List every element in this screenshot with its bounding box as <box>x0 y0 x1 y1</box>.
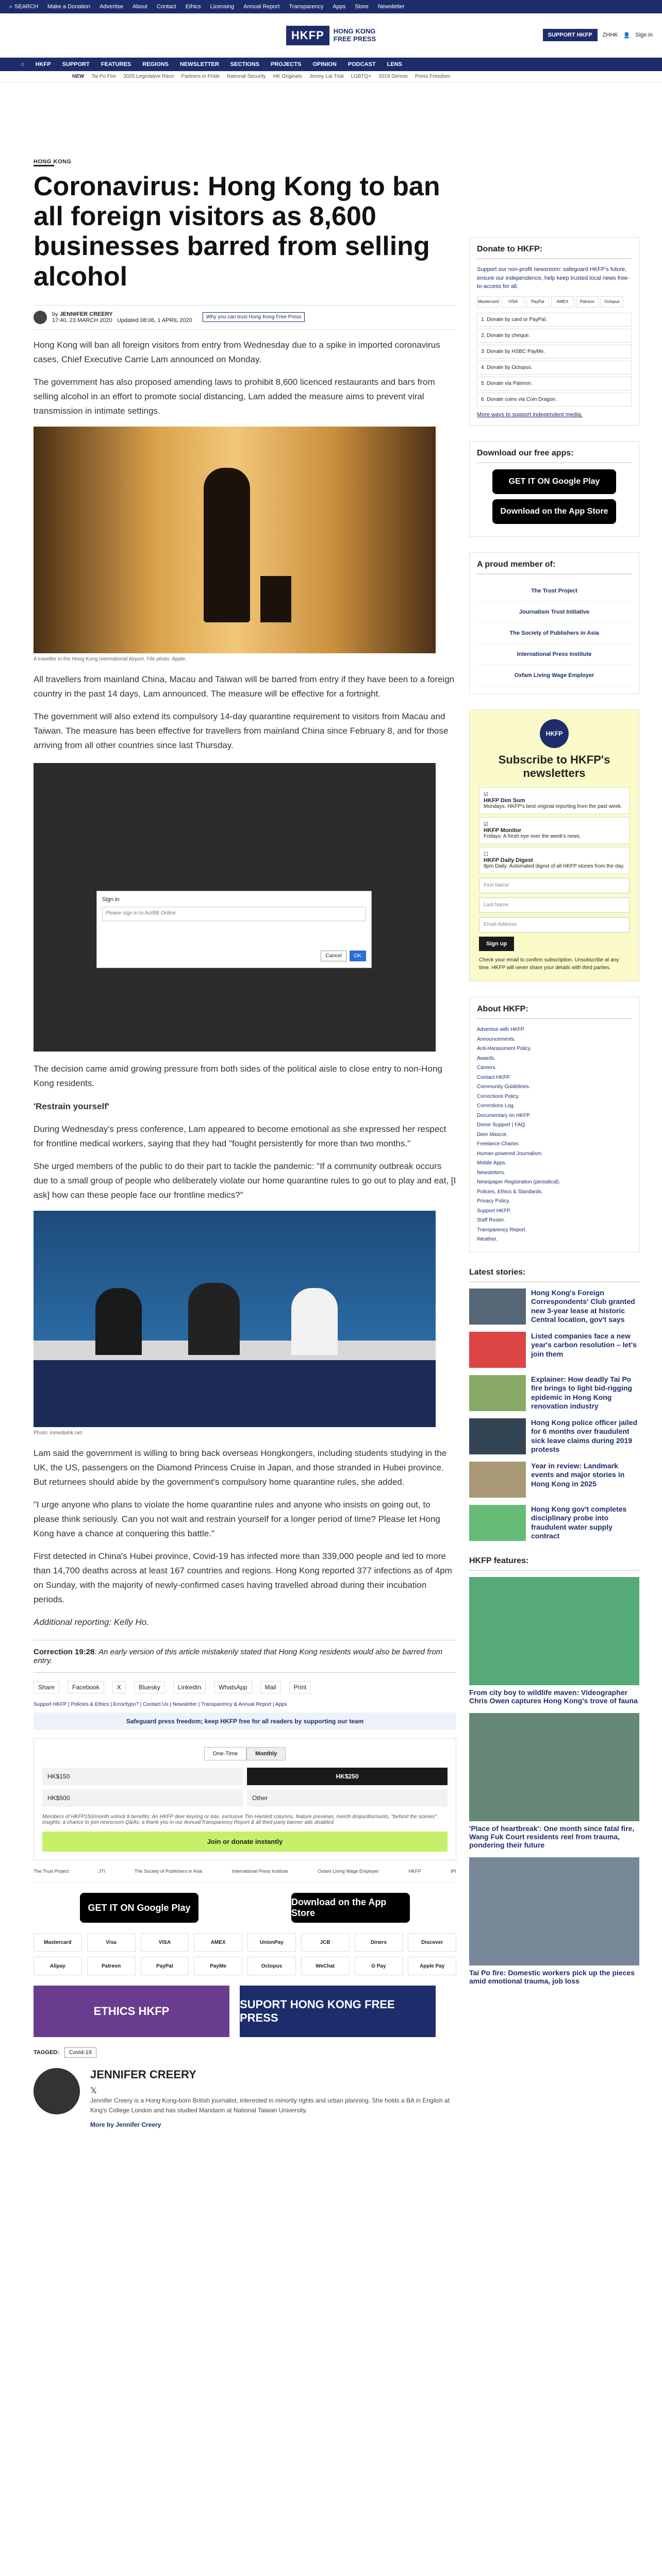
byline: by JENNIFER CREERY 17:40, 23 MARCH 2020 Updated 08:06, 1 APRIL 2020 <box>52 311 192 324</box>
signup-button[interactable]: Sign up <box>479 937 514 951</box>
widget-title: Download our free apps: <box>477 449 632 463</box>
topbar-link[interactable]: Store <box>355 4 369 10</box>
why-trust-link[interactable]: Why you can trust Hong Kong Free Press <box>203 312 305 322</box>
paragraph: Hong Kong will ban all foreign visitors from entry from Wednesday due to a spike in imported coronavirus cases, Chief Executive Carrie Lam announced on Monday. <box>34 340 440 364</box>
x-icon[interactable]: 𝕏 <box>90 2087 97 2096</box>
topbar-link[interactable]: Make a Donation <box>47 4 91 10</box>
story-item[interactable]: Hong Kong gov't completes disciplinary probe into fraudulent water supply contract <box>469 1505 639 1541</box>
about-link[interactable]: Mobile Apps. <box>477 1160 507 1166</box>
partner-logo[interactable]: Oxfam Living Wage Employer <box>318 1869 379 1874</box>
payment-logo: Alipay <box>34 1957 82 1975</box>
about-link[interactable]: Privacy Policy. <box>477 1198 510 1205</box>
last-name-field[interactable]: Last Name <box>479 897 630 913</box>
signin-link[interactable]: Sign in <box>635 32 653 38</box>
paragraph: During Wednesday's press conference, Lam appeared to become emotional as she expressed her respect for frontline medical workers, saying that they had "fought persistently for more than two months." <box>34 1124 446 1148</box>
payment-logo: Mastercard <box>477 296 500 308</box>
correction-text: : An early version of this article mistakenly stated that Hong Kong residents would also be barred from entry. <box>34 1648 443 1666</box>
story-item[interactable]: Listed companies face a new year's carbon resolution – let's join them <box>469 1332 639 1368</box>
about-link[interactable]: Newspaper Registration (periodical). <box>477 1179 560 1185</box>
share-facebook-button[interactable]: Facebook <box>68 1681 104 1693</box>
about-link[interactable]: Corrections Policy. <box>477 1093 520 1099</box>
trending-link[interactable]: HK Originals <box>273 74 302 79</box>
about-link[interactable]: Awards. <box>477 1055 495 1061</box>
nav-item[interactable]: SUPPORT <box>62 61 90 67</box>
nav-home[interactable]: ⌂ <box>21 61 24 67</box>
topbar-link[interactable]: Annual Report <box>243 4 280 10</box>
story-item[interactable]: Explainer: How deadly Tai Po fire brings to light bid-rigging epidemic in Hong Kong renovation industry <box>469 1375 639 1411</box>
donate-widget <box>469 237 639 426</box>
ethics-promo[interactable]: ETHICS HKFP <box>34 1986 229 2037</box>
paragraph: The decision came amid growing pressure from both sides of the political aisle to close entry to non-Hong Kong residents. <box>34 1064 442 1089</box>
about-link[interactable]: Weather. <box>477 1236 498 1243</box>
signin-buttons <box>321 951 366 961</box>
official-figure <box>95 1288 142 1355</box>
donate-option[interactable]: 3. Donate by HSBC PayMe. <box>477 345 632 359</box>
newsletter-option[interactable]: ☑ HKFP Monitor Fridays: A fresh eye over the week's news. <box>479 817 630 844</box>
traveller-silhouette <box>204 468 250 622</box>
tagged-label: TAGGED: <box>34 2049 59 2056</box>
first-name-field[interactable]: First Name <box>479 878 630 893</box>
donate-option[interactable]: 2. Donate by cheque. <box>477 329 632 343</box>
official-figure <box>188 1283 240 1355</box>
paragraph: All travellers from mainland China, Macau and Taiwan will be barred from entry if they have been to a foreign country in the past 14 days, Lam announced. The measure will be effective for a fortnight. <box>34 674 455 699</box>
subheading: 'Restrain yourself' <box>34 1101 109 1111</box>
about-link[interactable]: Deer Mascot. <box>477 1131 508 1138</box>
nav-item[interactable]: PODCAST <box>347 61 376 67</box>
checkbox-icon[interactable]: ☑ <box>484 822 488 828</box>
search-link[interactable]: ⌕ SEARCH <box>9 3 39 10</box>
trending-link[interactable]: 2019 Demos <box>378 74 408 79</box>
payment-logo: Diners <box>355 1933 403 1952</box>
amount-option[interactable]: HK$150 <box>42 1768 243 1785</box>
logo-box: HKFP <box>286 26 329 45</box>
app-download-buttons <box>34 1893 456 1923</box>
embedded-video[interactable] <box>34 763 436 1052</box>
share-label[interactable]: Share <box>34 1681 59 1693</box>
feature-image[interactable] <box>469 1857 639 1965</box>
donate-options <box>477 313 632 406</box>
story-thumbnail[interactable] <box>469 1418 526 1454</box>
topbar-link[interactable]: Transparency <box>289 4 324 10</box>
about-link[interactable]: Policies, Ethics & Standards. <box>477 1189 543 1195</box>
share-whatsapp-button[interactable]: WhatsApp <box>214 1681 252 1693</box>
feature-item[interactable]: 'Place of heartbreak': One month since fatal fire, Wang Fuk Court residents reel from trauma, pondering their future <box>469 1713 639 1849</box>
trending-label: NEW <box>72 74 85 79</box>
newsletter-title: Subscribe to HKFP's newsletters <box>498 753 610 779</box>
paragraph: The government has also proposed amending laws to prohibit 8,600 licenced restaurants and bars from selling alcohol in an effort to promote social distancing, Lam added the measure aims to prevent viral transmission in intimate settings. <box>34 377 435 416</box>
widget-title: A proud member of: <box>477 560 632 574</box>
features-widget <box>469 1556 639 1985</box>
suitcase-silhouette <box>260 576 291 622</box>
tag-link[interactable]: Covid-19 <box>64 2047 96 2058</box>
press-conference-photo <box>34 1211 436 1427</box>
trending-link[interactable]: Jimmy Lai Trial <box>309 74 344 79</box>
trending-link[interactable]: 2025 Legislative Race <box>123 74 174 79</box>
paragraph: The government will also extend its compulsory 14-day quarantine requirement to visitors from Macau and Taiwan. The measure has been effective for travellers from mainland China since February 8, and for those arriving from all other countries since last Thursday. <box>34 711 449 751</box>
join-donate-button[interactable]: Join or donate instantly <box>42 1832 448 1852</box>
donate-option[interactable]: 1. Donate by card or PayPal. <box>477 313 632 327</box>
payment-logo: Discover <box>408 1933 456 1952</box>
main-nav <box>0 58 662 71</box>
donate-option[interactable]: 5. Donate via Patreon. <box>477 377 632 391</box>
payment-methods <box>34 1933 456 1975</box>
signin-input[interactable]: Please sign in to AcrBB Online <box>102 907 366 921</box>
kicker-rule <box>34 165 54 166</box>
about-link[interactable]: Newsletters. <box>477 1170 506 1176</box>
partner-logo[interactable]: HKFP <box>408 1869 421 1874</box>
payment-logo: VISA <box>502 296 524 308</box>
trending-link[interactable]: National Security <box>227 74 266 79</box>
about-list <box>477 1025 632 1245</box>
widget-title: Donate to HKFP: <box>477 245 632 259</box>
newsletter-widget <box>469 709 639 982</box>
payment-logo: Octopus <box>601 296 623 308</box>
ok-button[interactable]: OK <box>350 951 366 961</box>
nav-item[interactable]: REGIONS <box>142 61 169 67</box>
topbar-link[interactable]: About <box>133 4 147 10</box>
about-link[interactable]: Anti-Harassment Policy. <box>477 1046 532 1052</box>
payment-logo: PayPal <box>526 296 549 308</box>
trending-link[interactable]: Press Freedom <box>415 74 451 79</box>
cancel-button[interactable]: Cancel <box>321 951 346 961</box>
payment-logo: UnionPay <box>247 1933 296 1952</box>
donate-option[interactable]: 6. Donate coins via Coin Dragon. <box>477 393 632 406</box>
checkbox-icon[interactable]: ☑ <box>484 792 488 798</box>
about-link[interactable]: Contact HKFP. <box>477 1074 511 1080</box>
amount-option-other[interactable]: Other <box>247 1789 448 1807</box>
payment-logo: G Pay <box>355 1957 403 1975</box>
photo-caption: Photo: inmediahk.net. <box>34 1430 84 1436</box>
story-thumbnail[interactable] <box>469 1505 526 1541</box>
member-logo[interactable]: The Society of Publishers in Asia <box>477 623 632 644</box>
top-utility-bar <box>0 0 662 13</box>
hkfp-badge: HKFP <box>540 719 569 748</box>
share-x-button[interactable]: X <box>112 1681 126 1693</box>
topbar-link[interactable]: Ethics <box>185 4 201 10</box>
language-toggle[interactable]: ZHHK <box>602 32 618 38</box>
topbar-link[interactable]: Apps <box>333 4 346 10</box>
partner-logo[interactable]: International Press Institute <box>231 1869 288 1874</box>
story-thumbnail[interactable] <box>469 1332 526 1368</box>
nav-item[interactable]: LENS <box>387 61 402 67</box>
article-meta <box>34 305 456 330</box>
tags <box>34 2047 456 2058</box>
about-link[interactable]: Corrections Log. <box>477 1103 515 1109</box>
promo-banners <box>34 1986 456 2037</box>
signin-title: Sign in <box>102 896 120 903</box>
donation-box <box>34 1738 456 1860</box>
nav-item[interactable]: FEATURES <box>101 61 131 67</box>
author-bio: Jennifer Creery is a Hong Kong-born British journalist, interested in minority rights and urban planning. She holds a BA in English at King's College London and has studied Mandarin at National Taiwan University. <box>90 2097 450 2114</box>
nav-item[interactable]: PROJECTS <box>271 61 302 67</box>
about-link[interactable]: Advertise with HKFP. <box>477 1027 525 1033</box>
payment-logo: WeChat <box>301 1957 350 1975</box>
email-field[interactable]: Email Address <box>479 917 630 933</box>
amount-option[interactable]: HK$500 <box>42 1789 243 1807</box>
paragraph: "I urge anyone who plans to violate the home quarantine rules and anyone who insists on going out, to please think seriously. Can you not wait and restrain yourself for a longer period of time? Please let Hong Kong have a chance at conquering this battle." <box>34 1499 440 1539</box>
payment-logo: Patreon <box>576 296 599 308</box>
airport-photo <box>34 427 436 653</box>
paragraph: She urged members of the public to do their part to tackle the pandemic: "If a community outbreak occurs due to a small group of people who deliberately violate our home quarantine rules to go out to play and eat, [I ask] how can these people face our frontline medics?" <box>34 1161 456 1200</box>
membership-widget <box>469 552 639 694</box>
payment-logo: AMEX <box>194 1933 242 1952</box>
support-promo[interactable]: SUPORT HONG KONG FREE PRESS <box>240 1986 436 2037</box>
topbar-link[interactable]: Licensing <box>210 4 235 10</box>
article-kicker[interactable]: HONG KONG <box>34 159 72 165</box>
site-logo[interactable] <box>286 26 376 45</box>
payment-logo: Apple Pay <box>408 1957 456 1975</box>
story-thumbnail[interactable] <box>469 1462 526 1498</box>
member-logo[interactable]: Oxfam Living Wage Employer <box>477 665 632 686</box>
about-link[interactable]: Announcements. <box>477 1036 516 1042</box>
donate-text[interactable]: Support our non-profit newsroom: safeguard HKFP's future, ensure our independence, help keep trusted local news free-to-access for all. <box>477 266 630 290</box>
trending-nav <box>0 71 662 82</box>
about-link[interactable]: Freelance Charter. <box>477 1141 520 1147</box>
nav-item[interactable]: OPINION <box>312 61 337 67</box>
topbar-link[interactable]: Newsletter <box>377 4 405 10</box>
partner-logo[interactable]: The Trust Project <box>34 1869 69 1874</box>
payment-logo: Patreon <box>87 1957 136 1975</box>
newsletter-note: Check your email to confirm subscription. Unsubscribe at any time. HKFP will never share your details with third parties. <box>479 957 619 971</box>
about-link[interactable]: Donor Support | FAQ. <box>477 1122 526 1128</box>
correction-note <box>34 1640 456 1673</box>
trending-link[interactable]: Tai Po Fire <box>91 74 117 79</box>
paragraph: First detected in China's Hubei province, Covid-19 has infected more than 339,000 people and led to more than 14,700 deaths across at least 167 countries and regions. Hong Kong reported 377 infections as of 4pm on Sunday, with the majority of newly-confirmed cases having travelled abroad during their incubation periods. <box>34 1551 452 1605</box>
donate-option[interactable]: 4. Donate by Octopus. <box>477 361 632 375</box>
feature-item[interactable]: Tai Po fire: Domestic workers pick up the pieces amid emotional trauma, job loss <box>469 1857 639 1985</box>
nav-item[interactable]: NEWSLETTER <box>180 61 219 67</box>
apps-widget <box>469 441 639 537</box>
more-ways-link[interactable]: More ways to support independent media. <box>477 411 583 418</box>
story-item[interactable]: Year in review: Landmark events and major stories in Hong Kong in 2025 <box>469 1462 639 1498</box>
about-link[interactable]: Staff Roster. <box>477 1217 505 1224</box>
support-links[interactable]: Support HKFP | Policies & Ethics | Error/typo? | Contact Us | Newsletter | Transparency & Annual Report | Apps <box>34 1702 287 1708</box>
paragraph: Lam said the government is willing to bring back overseas Hongkongers, including students studying in the UK, the US, passengers on the Diamond Princess Cruise in Japan, and those stranded in Hubei province. But returnees should abide by the government's compulsory home quarantine rules, she added. <box>34 1448 447 1487</box>
article-title: Coronavirus: Hong Kong to ban all foreign visitors as 8,600 businesses barred from selling alcohol <box>34 172 440 292</box>
share-linkedin-button[interactable]: LinkedIn <box>173 1681 206 1693</box>
paragraph: Additional reporting: Kelly Ho. <box>34 1617 149 1628</box>
tab-monthly[interactable]: Monthly <box>246 1747 286 1760</box>
widget-title: HKFP features: <box>469 1556 639 1571</box>
topbar-link[interactable]: Contact <box>156 4 176 10</box>
partner-logo[interactable]: IPI <box>450 1869 456 1874</box>
search-icon: ⌕ <box>9 3 13 10</box>
donation-frequency-tabs <box>42 1747 448 1760</box>
about-link[interactable]: Documentary on HKFP. <box>477 1112 531 1118</box>
masthead-actions <box>543 29 653 41</box>
author-link[interactable]: JENNIFER CREERY <box>59 311 113 317</box>
logo-text: HONG KONG FREE PRESS <box>333 27 376 43</box>
official-figure <box>291 1288 338 1355</box>
tab-one-time[interactable]: One-Time <box>204 1747 247 1760</box>
payment-logo: VISA <box>141 1933 189 1952</box>
correction-label: Correction 19:28 <box>34 1648 95 1657</box>
partner-logo[interactable]: JTI <box>98 1869 105 1874</box>
feature-image[interactable] <box>469 1577 639 1685</box>
trending-link[interactable]: LGBTQ+ <box>351 74 372 79</box>
payment-logo: Mastercard <box>34 1933 82 1952</box>
app-store-button[interactable]: Download on the App Store <box>492 499 616 524</box>
payment-logo: Visa <box>87 1933 136 1952</box>
sidebar <box>469 237 639 1993</box>
updated-date: Updated 08:06, 1 APRIL 2020 <box>117 317 192 324</box>
newsletter-option[interactable]: ☑ HKFP Dim Sum Mondays: HKFP's best original reporting from the past week. <box>479 787 630 814</box>
story-thumbnail[interactable] <box>469 1375 526 1411</box>
app-store-button[interactable]: Download on the App Store <box>291 1893 410 1923</box>
masthead <box>0 13 662 58</box>
google-play-button[interactable]: GET IT ON Google Play <box>80 1893 198 1923</box>
payment-logo: Octopus <box>247 1957 296 1975</box>
nav-item[interactable]: HKFP <box>35 61 51 67</box>
topbar-link[interactable]: Advertise <box>100 4 124 10</box>
press-desk <box>34 1360 436 1427</box>
print-button[interactable]: Print <box>289 1681 311 1693</box>
checkbox-icon[interactable]: ☐ <box>484 852 488 858</box>
about-link[interactable]: Transparency Report. <box>477 1227 527 1233</box>
share-mail-button[interactable]: Mail <box>260 1681 281 1693</box>
payment-icons <box>477 296 632 308</box>
member-logo[interactable]: Journalism Trust Initiative <box>477 602 632 623</box>
feature-item[interactable]: From city boy to wildlife maven: Videographer Chris Owen captures Hong Kong's trove of fauna <box>469 1577 639 1705</box>
author-box <box>34 2068 456 2130</box>
trending-link[interactable]: Partners in Pride <box>181 74 220 79</box>
story-item[interactable]: Hong Kong police officer jailed for 6 months over fraudulent sick leave claims during 2019 protests <box>469 1418 639 1454</box>
latest-stories-widget <box>469 1268 639 1541</box>
payment-logo: AMEX <box>551 296 574 308</box>
about-link[interactable]: Support HKFP. <box>477 1208 511 1214</box>
payment-logo: PayPal <box>141 1957 189 1975</box>
widget-title: Latest stories: <box>469 1268 639 1282</box>
payment-logo: PayMe <box>194 1957 242 1975</box>
partner-logo[interactable]: The Society of Publishers in Asia <box>135 1869 203 1874</box>
nav-item[interactable]: SECTIONS <box>230 61 260 67</box>
photo-caption: A traveller in the Hong Kong International Airport. File photo: Apple. <box>34 656 187 663</box>
widget-title: About HKFP: <box>477 1005 632 1019</box>
newsletter-option[interactable]: ☐ HKFP Daily Digest 9pm Daily: Automated digest of all HKFP stories from the day. <box>479 847 630 874</box>
payment-logo: JCB <box>301 1933 350 1952</box>
story-thumbnail[interactable] <box>469 1289 526 1325</box>
about-link[interactable]: Careers. <box>477 1065 497 1071</box>
membership-note: Members of HKFP150/month unlock 8 benefits: An HKFP deer keyring or tote, exclusive Tim Hamlett columns, feature previews, merch drops/discounts, "behind the scenes" insights; a chance to join newsroom Q&As; a thank you in our Annual/Transparency Report & all third-party banner ads disabled. <box>42 1814 437 1826</box>
user-icon[interactable]: 👤 <box>623 32 631 39</box>
about-link[interactable]: Human-powered Journalism. <box>477 1150 543 1157</box>
signin-dialog <box>96 891 372 968</box>
donate-strip[interactable]: Safeguard press freedom; keep HKFP free for all readers by supporting our team <box>34 1713 456 1730</box>
author-avatar <box>34 311 47 324</box>
feature-image[interactable] <box>469 1713 639 1821</box>
member-logo[interactable]: International Press Institute <box>477 644 632 665</box>
about-widget <box>469 997 639 1252</box>
share-bluesky-button[interactable]: Bluesky <box>134 1681 165 1693</box>
donation-amounts <box>42 1768 448 1807</box>
member-logo[interactable]: The Trust Project <box>477 581 632 602</box>
article-column <box>34 149 456 2130</box>
google-play-button[interactable]: GET IT ON Google Play <box>492 469 616 494</box>
about-link[interactable]: Community Guidelines. <box>477 1084 531 1090</box>
more-by-author-link[interactable]: More by Jennifer Creery <box>90 2121 161 2128</box>
author-photo <box>34 2068 80 2114</box>
share-bar <box>34 1681 456 1693</box>
partner-logos <box>34 1860 456 1883</box>
publish-date: 17:40, 23 MARCH 2020 <box>52 317 112 324</box>
support-hkfp-button[interactable]: SUPPORT HKFP <box>543 29 598 41</box>
amount-option-selected[interactable]: HK$250 <box>247 1768 448 1785</box>
story-item[interactable]: Hong Kong's Foreign Correspondents' Club granted new 3-year lease at historic Central location, gov't says <box>469 1289 639 1325</box>
author-name[interactable]: JENNIFER CREERY <box>90 2068 196 2081</box>
